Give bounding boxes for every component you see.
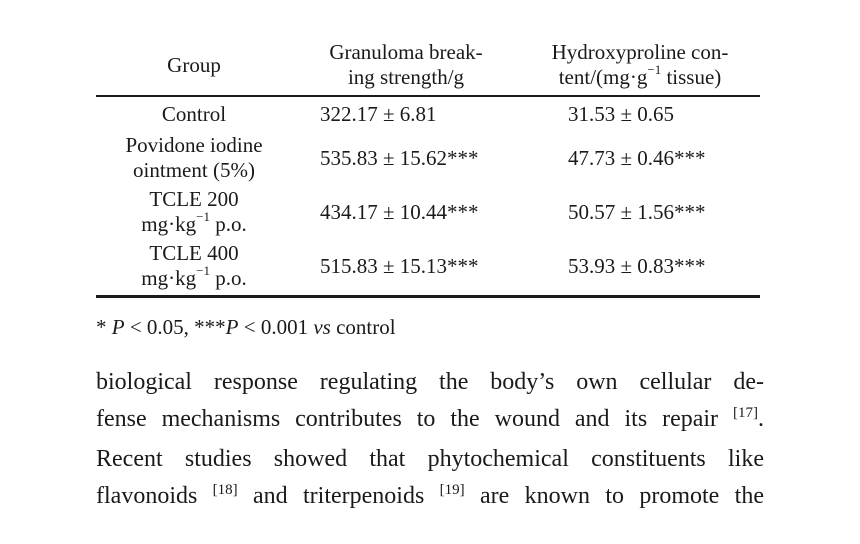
row-strength-value: 535.83 ± 15.62*** [320,145,479,170]
table-row [96,185,760,239]
row-group-tcle-200 [96,185,292,239]
row-group-tcle-400 [96,239,292,297]
table-header [96,36,760,96]
dose-superscript: −1 [196,209,210,224]
body-paragraph [96,364,764,518]
table-body [96,96,760,297]
header-hyp-tissue: tissue) [661,65,722,89]
footnote-p-italic-2: P [225,315,239,339]
table-row [96,131,760,185]
dose-route: p.o. [209,212,247,236]
body-line-2-period: . [758,406,764,432]
header-group [96,36,292,96]
body-line-2-text: fense mechanisms contributes to the wound and its repair [96,406,733,432]
dose-unit: mg·kg [141,266,197,290]
group-name-line2: ointment (5%) [133,158,255,182]
body-line-4-text-a: flavonoids [96,483,213,509]
footnote-vs-italic: vs [313,315,331,339]
header-hydroxyproline [520,36,760,96]
group-name-line2 [96,209,292,237]
group-name-line2 [96,263,292,291]
row-hyp-value: 31.53 ± 0.65 [568,101,675,126]
header-group-label: Group [167,52,221,77]
group-name-line1: Povidone iodine [125,133,263,157]
row-hyp-value: 50.57 ± 1.56*** [568,199,706,224]
body-line-4-text-c: are known to promote the [464,483,764,509]
footnote-text-1: * [96,315,112,339]
row-strength-value: 515.83 ± 15.13*** [320,253,479,278]
header-strength-line2: ing strength/g [347,65,465,89]
results-table [96,36,760,298]
footnote-text-3: < 0.001 [238,315,314,339]
table-footnote [96,314,396,340]
header-hyp-superscript: −1 [647,62,662,77]
row-group-povidone [96,131,292,185]
body-line-2 [96,401,764,441]
results-table-container [96,36,760,298]
footnote-text-2: < 0.05, *** [124,315,226,339]
header-hyp-line1: Hydroxyproline con- [551,40,729,64]
citation-17[interactable]: [17] [733,405,758,421]
group-name-line1: TCLE 400 [149,241,239,265]
body-line-4 [96,478,764,518]
header-hyp-unit: tent/(mg·g [558,65,648,89]
footnote-p-italic-1: P [111,315,125,339]
header-row [96,36,760,96]
dose-route: p.o. [209,266,247,290]
header-strength-line1: Granuloma break- [329,40,483,64]
body-line-3: Recent studies showed that phytochemical constituents like [96,446,764,472]
body-line-1: biological response regulating the body’s own cellular de- [96,369,764,395]
citation-18[interactable]: [18] [212,482,238,498]
row-hyp-value: 47.73 ± 0.46*** [568,145,706,170]
row-strength-value: 434.17 ± 10.44*** [320,199,479,224]
citation-19[interactable]: [19] [439,482,465,498]
body-line-4-text-b: and triterpenoids [237,483,440,509]
table-row [96,96,760,131]
table-row [96,239,760,297]
dose-superscript: −1 [196,263,210,278]
row-hyp-value: 53.93 ± 0.83*** [568,253,706,278]
footnote-text-4: control [330,315,396,339]
header-strength [292,36,520,96]
dose-unit: mg·kg [141,212,197,236]
group-name-line1: TCLE 200 [149,187,239,211]
row-group-control [96,96,292,131]
group-name: Control [161,101,227,126]
header-hyp-line2 [520,62,760,90]
row-strength-value: 322.17 ± 6.81 [320,101,437,126]
